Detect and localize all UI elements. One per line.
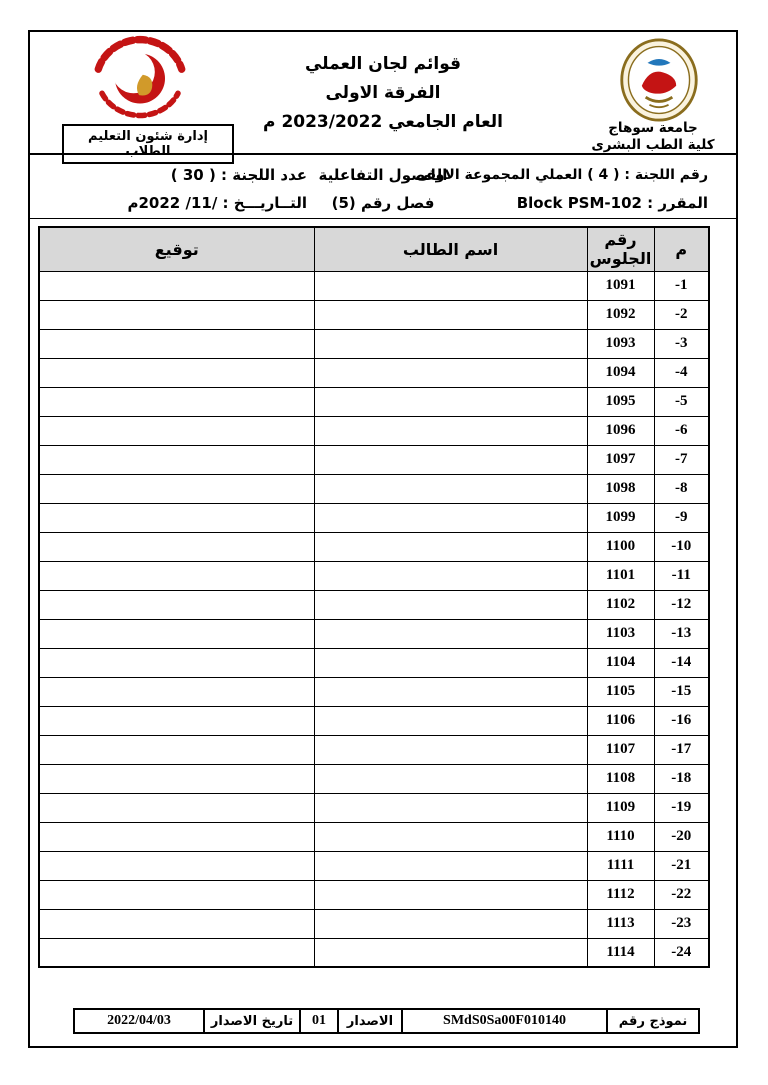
seat-number-cell: 1101: [587, 561, 654, 590]
signature-cell: [39, 561, 314, 590]
signature-cell: [39, 706, 314, 735]
seat-number-cell: 1095: [587, 387, 654, 416]
form-number-label: نموذج رقم: [607, 1009, 699, 1033]
signature-cell: [39, 764, 314, 793]
seat-number-cell: 1108: [587, 764, 654, 793]
row-number-cell: -22: [654, 880, 709, 909]
document-title: [223, 50, 543, 137]
student-name-cell: [314, 677, 587, 706]
table-row: [39, 358, 709, 387]
table-row: [39, 561, 709, 590]
seat-number-cell: 1114: [587, 938, 654, 967]
table-row: [39, 416, 709, 445]
table-row: [39, 300, 709, 329]
student-name-cell: [314, 358, 587, 387]
crescent-logo-icon: [70, 34, 210, 122]
row-number-cell: -2: [654, 300, 709, 329]
row-number-cell: -20: [654, 822, 709, 851]
seat-number-cell: 1109: [587, 793, 654, 822]
table-row: [39, 764, 709, 793]
university-caption: [588, 120, 718, 154]
title-line-1: قوائم لجان العملي: [304, 54, 462, 74]
row-number-cell: -12: [654, 590, 709, 619]
committee-number-line: رقم اللجنة : ( 4 ) العملي المجموعة الاولى: [416, 167, 708, 183]
table-row: [39, 590, 709, 619]
row-number-cell: -1: [654, 271, 709, 300]
signature-cell: [39, 532, 314, 561]
table-row: [39, 793, 709, 822]
row-number-cell: -24: [654, 938, 709, 967]
signature-cell: [39, 735, 314, 764]
seat-number-cell: 1112: [587, 880, 654, 909]
table-row: [39, 938, 709, 967]
committee-info: [416, 161, 708, 217]
student-name-cell: [314, 387, 587, 416]
row-number-cell: -9: [654, 503, 709, 532]
signature-cell: [39, 271, 314, 300]
info-divider: [30, 218, 736, 219]
seat-number-cell: 1111: [587, 851, 654, 880]
signature-cell: [39, 474, 314, 503]
student-name-cell: [314, 648, 587, 677]
table-row: [39, 822, 709, 851]
row-number-cell: -23: [654, 909, 709, 938]
col-header-name: اسم الطالب: [314, 227, 587, 271]
student-name-cell: [314, 474, 587, 503]
student-name-cell: [314, 561, 587, 590]
signature-cell: [39, 938, 314, 967]
table-row: [39, 880, 709, 909]
form-number-value: SMdS0Sa00F010140: [402, 1009, 607, 1033]
row-number-cell: -13: [654, 619, 709, 648]
row-number-cell: -14: [654, 648, 709, 677]
student-name-cell: [314, 909, 587, 938]
row-number-cell: -3: [654, 329, 709, 358]
class-number-line: فصل رقم (5): [331, 194, 435, 212]
version-value: 01: [300, 1009, 338, 1033]
table-row: [39, 706, 709, 735]
seat-number-cell: 1102: [587, 590, 654, 619]
class-type-line: الفصول التفاعلية: [318, 166, 448, 184]
seat-number-cell: 1113: [587, 909, 654, 938]
committee-count-line: عدد اللجنة : ( 30 ): [170, 166, 307, 184]
signature-cell: [39, 358, 314, 387]
table-row: [39, 474, 709, 503]
seat-number-cell: 1092: [587, 300, 654, 329]
table-row: [39, 851, 709, 880]
admin-office-box: إدارة شئون التعليم الطلاب: [62, 124, 234, 164]
issue-date-label: تاريخ الاصدار: [204, 1009, 300, 1033]
seat-number-cell: 1098: [587, 474, 654, 503]
student-name-cell: [314, 271, 587, 300]
issue-date-value: 2022/04/03: [74, 1009, 204, 1033]
table-row: [39, 619, 709, 648]
table-row: [39, 735, 709, 764]
signature-cell: [39, 909, 314, 938]
row-number-cell: -10: [654, 532, 709, 561]
row-number-cell: -17: [654, 735, 709, 764]
seat-number-cell: 1091: [587, 271, 654, 300]
student-name-cell: [314, 300, 587, 329]
student-name-cell: [314, 851, 587, 880]
header-divider: [30, 153, 736, 155]
seat-number-cell: 1104: [587, 648, 654, 677]
count-date-info: [75, 161, 307, 217]
row-number-cell: -19: [654, 793, 709, 822]
signature-cell: [39, 677, 314, 706]
signature-cell: [39, 300, 314, 329]
seat-number-cell: 1093: [587, 329, 654, 358]
seat-number-cell: 1110: [587, 822, 654, 851]
student-name-cell: [314, 822, 587, 851]
signature-cell: [39, 648, 314, 677]
row-number-cell: -16: [654, 706, 709, 735]
table-row: [39, 387, 709, 416]
seat-number-cell: 1096: [587, 416, 654, 445]
student-name-cell: [314, 938, 587, 967]
title-line-2: الفرقة الاولى: [325, 82, 441, 103]
table-row: [39, 532, 709, 561]
student-name-cell: [314, 329, 587, 358]
seat-number-cell: 1106: [587, 706, 654, 735]
row-number-cell: -5: [654, 387, 709, 416]
table-row: [39, 503, 709, 532]
student-name-cell: [314, 503, 587, 532]
table-header-row: [39, 227, 709, 271]
form-footer-table: [73, 1008, 700, 1034]
signature-cell: [39, 822, 314, 851]
course-line: المقرر : Block PSM-102: [516, 194, 708, 212]
date-line: التــاريـــخ : /11/ 2022م: [127, 194, 307, 212]
title-line-3: العام الجامعي 2023/2022 م: [263, 111, 503, 132]
row-number-cell: -8: [654, 474, 709, 503]
signature-cell: [39, 851, 314, 880]
table-row: [39, 909, 709, 938]
student-table-body: [39, 271, 709, 967]
student-name-cell: [314, 532, 587, 561]
row-number-cell: -6: [654, 416, 709, 445]
signature-cell: [39, 387, 314, 416]
student-name-cell: [314, 735, 587, 764]
seat-number-cell: 1097: [587, 445, 654, 474]
seat-number-cell: 1107: [587, 735, 654, 764]
student-name-cell: [314, 619, 587, 648]
row-number-cell: -7: [654, 445, 709, 474]
document-frame: [28, 30, 738, 1048]
signature-cell: [39, 793, 314, 822]
student-name-cell: [314, 764, 587, 793]
student-name-cell: [314, 880, 587, 909]
student-name-cell: [314, 416, 587, 445]
student-roster-table: [38, 226, 710, 968]
signature-cell: [39, 329, 314, 358]
student-name-cell: [314, 590, 587, 619]
table-row: [39, 677, 709, 706]
seat-number-cell: 1100: [587, 532, 654, 561]
row-number-cell: -11: [654, 561, 709, 590]
faculty-name: كلية الطب البشرى: [591, 136, 715, 153]
footer-row: [74, 1009, 699, 1033]
col-header-no: م: [654, 227, 709, 271]
col-header-seat: رقم الجلوس: [587, 227, 654, 271]
class-info: [319, 161, 448, 217]
signature-cell: [39, 503, 314, 532]
university-name: جامعة سوهاج: [608, 120, 698, 136]
col-header-signature: توقيع: [39, 227, 314, 271]
table-row: [39, 445, 709, 474]
student-name-cell: [314, 793, 587, 822]
row-number-cell: -15: [654, 677, 709, 706]
student-name-cell: [314, 706, 587, 735]
version-label: الاصدار: [338, 1009, 402, 1033]
row-number-cell: -4: [654, 358, 709, 387]
table-row: [39, 329, 709, 358]
signature-cell: [39, 416, 314, 445]
university-seal-icon: [618, 38, 700, 122]
seat-number-cell: 1103: [587, 619, 654, 648]
signature-cell: [39, 880, 314, 909]
table-row: [39, 271, 709, 300]
signature-cell: [39, 590, 314, 619]
student-name-cell: [314, 445, 587, 474]
seat-number-cell: 1099: [587, 503, 654, 532]
table-row: [39, 648, 709, 677]
seat-number-cell: 1105: [587, 677, 654, 706]
row-number-cell: -21: [654, 851, 709, 880]
seat-number-cell: 1094: [587, 358, 654, 387]
signature-cell: [39, 619, 314, 648]
row-number-cell: -18: [654, 764, 709, 793]
signature-cell: [39, 445, 314, 474]
